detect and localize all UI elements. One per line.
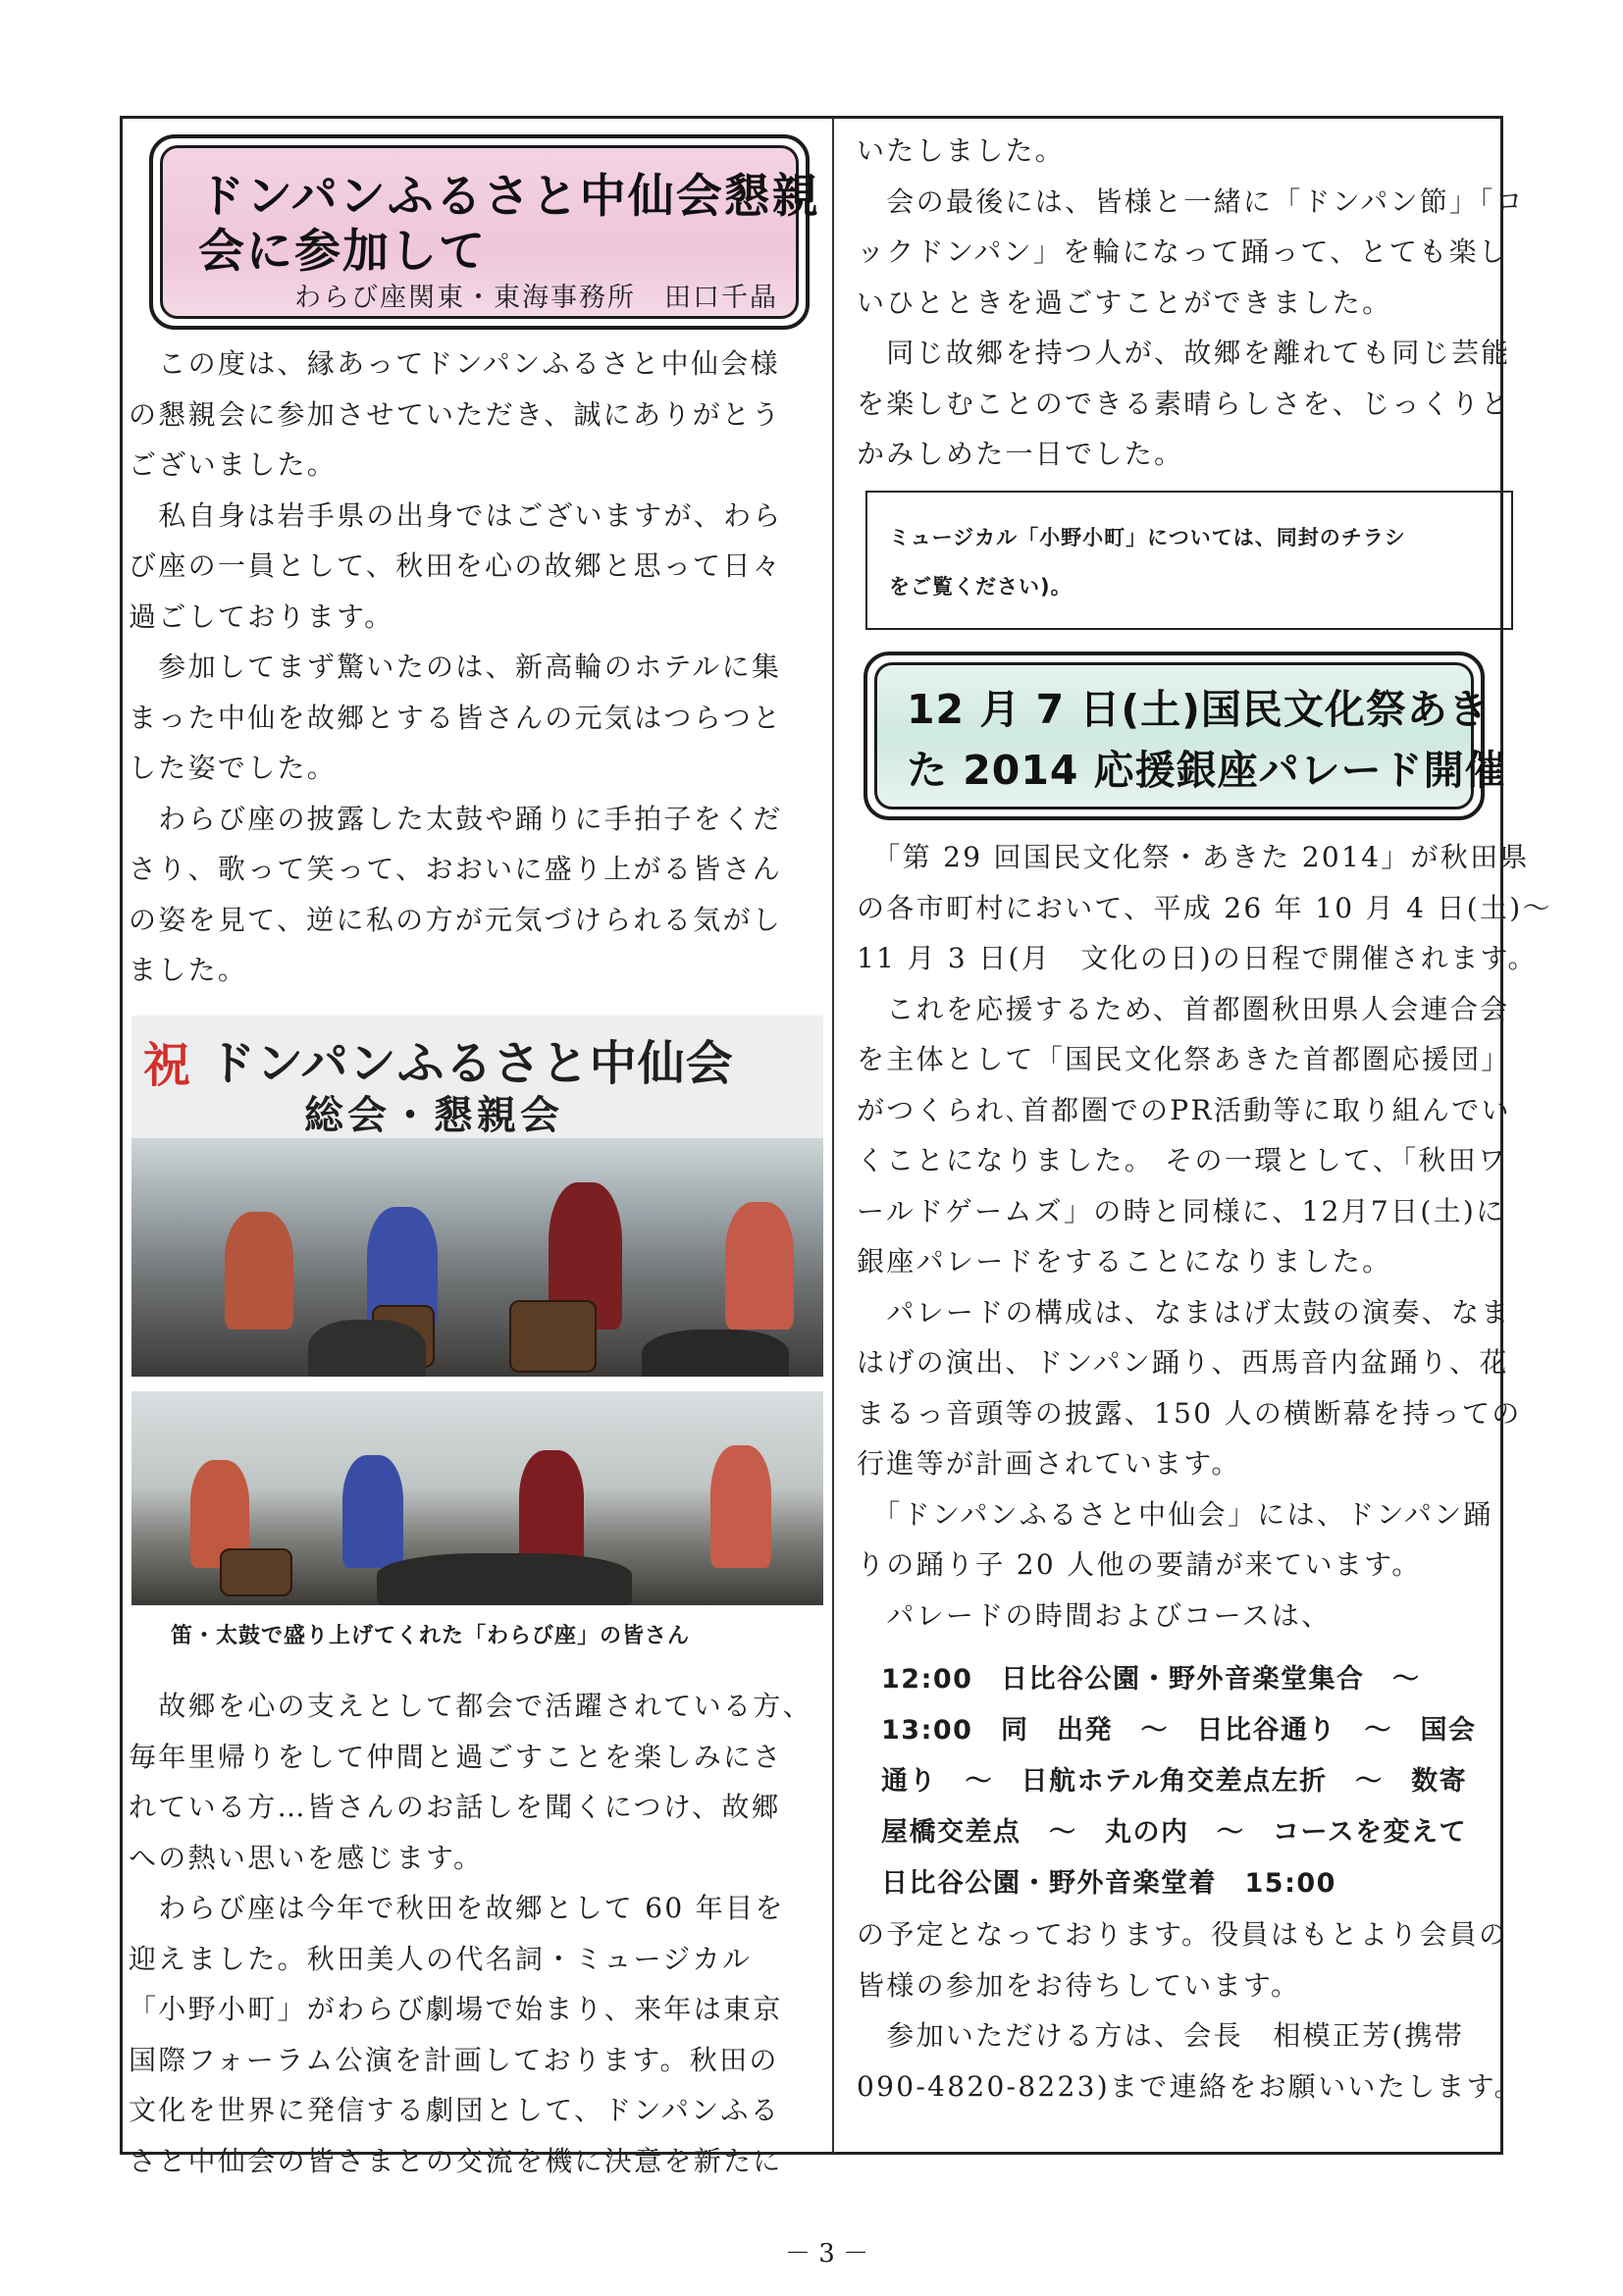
musical-notice-box xyxy=(865,491,1513,630)
article2-title-line1: 12 月 7 日(土)国民文化祭あき xyxy=(907,686,1490,733)
notice-line2: をご覧ください)。 xyxy=(889,575,1073,599)
article1-body-continued: いたしました。 会の最後には、皆様と一緒に「ドンパン節」「ロ ックドンパン」を輪になって踊って、とても楽し いひとときを過ごすことができました。 同じ故郷を持つ人が、故郷を離れても同じ芸能 を楽しむことのできる素晴らしさを、じっくりと かみしめた一日でした。 xyxy=(857,134,1525,470)
audience-figure xyxy=(308,1320,426,1377)
article1-title-inner xyxy=(160,145,820,319)
audience-figure xyxy=(377,1553,632,1605)
photo-banner-mark: 祝 xyxy=(143,1038,191,1093)
article2-title-line2: た 2014 応援銀座パレード開催 xyxy=(907,747,1506,794)
performer-figure xyxy=(710,1445,771,1568)
taiko-drum xyxy=(220,1548,292,1596)
article2-title-box xyxy=(864,652,1506,820)
audience-figure xyxy=(642,1330,789,1377)
article1-author: わらび座関東・東海事務所 田口千晶 xyxy=(294,283,778,313)
taiko-drum xyxy=(509,1300,597,1373)
photo-caption: 笛・太鼓で盛り上げてくれた「わらび座」の皆さん xyxy=(171,1624,691,1648)
article2-closing: の予定となっております。役員はもとより会員の 皆様の参加をお待ちしています。 参加いただける方は、会長 相模正芳(携帯 090-4820-8223)まで連絡をお願いいたします。 xyxy=(857,1918,1524,2103)
article1-title-line1: ドンパンふるさと中仙会懇親 xyxy=(198,170,820,224)
performer-figure xyxy=(225,1212,293,1330)
notice-line1: ミュージカル「小野小町」については、同封のチラシ xyxy=(889,526,1406,549)
performer-figure xyxy=(519,1450,584,1568)
page-number: － 3 － xyxy=(785,2239,869,2269)
column-divider xyxy=(832,118,834,2153)
performer-figure xyxy=(725,1202,794,1330)
article1-body-part2: 故郷を心の支えとして都会で活躍されている方、 毎年里帰りをして仲間と過ごすことを楽しみにさ れている方…皆さんのお話しを聞くにつけ、故郷 への熱い思いを感じます。 わらび座は今年で秋田を故郷として 60 年目を 迎えました。秋田美人の代名詞・ミュージカル 「小野小町」がわらび劇場で始まり、来年は東京 国際フォーラム公演を計画しております。秋田の 文化を世界に発信する劇団として、ドンパンふる さと中仙会の皆さまとの交流を機に決意を新たに xyxy=(129,1690,812,2177)
photo-banner-line1: ドンパンふるさと中仙会 xyxy=(208,1036,734,1091)
article2-title-inner xyxy=(874,662,1506,809)
performer-figure xyxy=(342,1455,403,1568)
parade-schedule: 12:00 日比谷公園・野外音楽堂集合 ～ 13:00 同 出発 ～ 日比谷通り ～ 国会 通り ～ 日航ホテル角交差点左折 ～ 数寄 屋橋交差点 ～ 丸の内 ～ コースを変えて 日比谷公園・野外音楽堂着 15:00 xyxy=(881,1664,1477,1899)
article1-title-line2: 会に参加して xyxy=(198,225,487,279)
photo-banner-line2: 総会・懇親会 xyxy=(304,1093,563,1138)
photo-taiko-performance-2 xyxy=(131,1391,823,1605)
article2-body: 「第 29 回国民文化祭・あきた 2014」が秋田県 の各市町村において、平成 26 年 10 月 4 日(土)～ 11 月 3 日(月 文化の日)の日程で開催されます。 これを応援するため、首都圏秋田県人会連合会 を主体として「国民文化祭あきた首都圏応援団」 がつくられ､首都圏でのPR活動等に取り組んでい くことになりました。 その一環として、「秋田ワ ールドゲームズ」の時と同様に、12月7日(土)に 銀座パレードをすることになりました。 パレードの構成は、なまはげ太鼓の演奏、なま はげの演出、ドンパン踊り、西馬音内盆踊り、花 まるっ音頭等の披露、150 人の横断幕を持っての 行進等が計画されています。 「ドンパンふるさと中仙会」には、ドンパン踊 りの踊り子 20 人他の要請が来ています。 パレードの時間およびコースは、 xyxy=(857,841,1552,1632)
article1-title-box xyxy=(149,134,820,330)
photo-banner xyxy=(131,1016,823,1138)
photo-taiko-performance-1 xyxy=(131,1016,823,1377)
article1-body-part1: この度は、縁あってドンパンふるさと中仙会様 の懇親会に参加させていただき、誠にありがとう ございました。 私自身は岩手県の出身ではございますが、わら び座の一員として、秋田を心の故郷と思って日々 過ごしております。 参加してまず驚いたのは、新高輪のホテルに集 まった中仙を故郷とする皆さんの元気はつらつと した姿でした。 わらび座の披露した太鼓や踊りに手拍子をくだ さり、歌って笑って、おおいに盛り上がる皆さん の姿を見て、逆に私の方が元気づけられる気がし ました。 xyxy=(129,347,783,986)
